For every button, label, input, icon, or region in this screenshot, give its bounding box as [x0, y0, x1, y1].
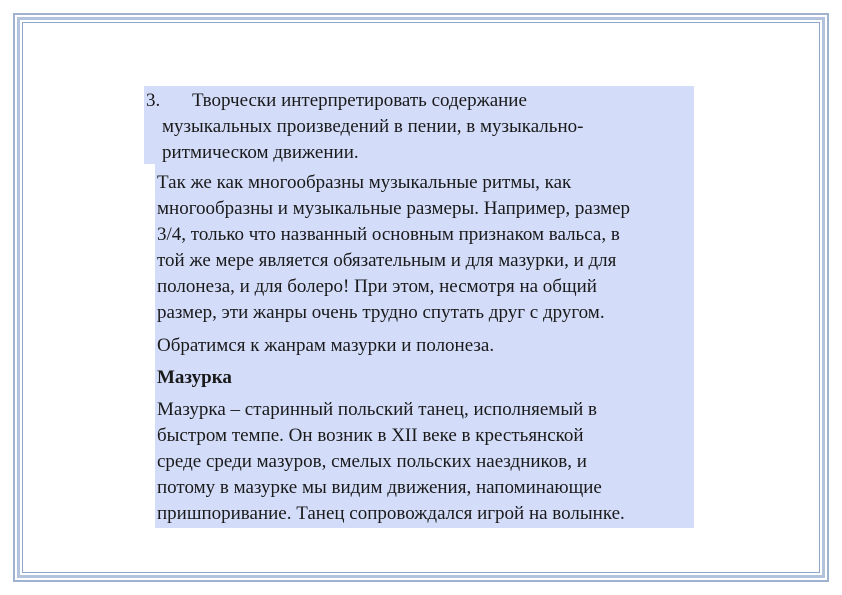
paragraph-line: потому в мазурке мы видим движения, напоминающие — [157, 477, 602, 498]
paragraph-meters — [157, 170, 697, 326]
paragraph-line: Мазурка – старинный польский танец, исполняемый в — [157, 399, 597, 420]
paragraph-line: пришпоривание. Танец сопровождался игрой на волынке. — [157, 503, 625, 524]
paragraph-line: многообразны и музыкальные размеры. Например, размер — [157, 198, 631, 219]
paragraph-line: полонеза, и для болеро! При этом, несмотря на общий — [157, 276, 597, 297]
section-heading: Мазурка — [157, 367, 232, 388]
paragraph-line: той же мере является обязательным и для мазурки, и для — [157, 250, 617, 271]
paragraph-line: Обратимся к жанрам мазурки и полонеза. — [157, 335, 495, 356]
list-item-text — [162, 88, 690, 166]
list-item-line: Творчески интерпретировать содержание — [192, 90, 527, 111]
list-item-line: ритмическом движении. — [162, 142, 359, 163]
paragraph-line: среде среди мазуров, смелых польских наездников, и — [157, 451, 587, 472]
paragraph-line: Так же как многообразны музыкальные ритмы, как — [157, 172, 572, 193]
paragraph-line: 3/4, только что названный основным признаком вальса, в — [157, 224, 620, 245]
paragraph-line: размер, эти жанры очень трудно спутать друг с другом. — [157, 302, 605, 323]
paragraph-line: быстром темпе. Он возник в XII веке в крестьянской — [157, 425, 584, 446]
list-item-line: музыкальных произведений в пении, в музыкально- — [162, 116, 584, 137]
paragraph-mazurka — [157, 397, 697, 527]
list-item-number: 3. — [146, 90, 161, 111]
paragraph-intro — [157, 333, 697, 359]
